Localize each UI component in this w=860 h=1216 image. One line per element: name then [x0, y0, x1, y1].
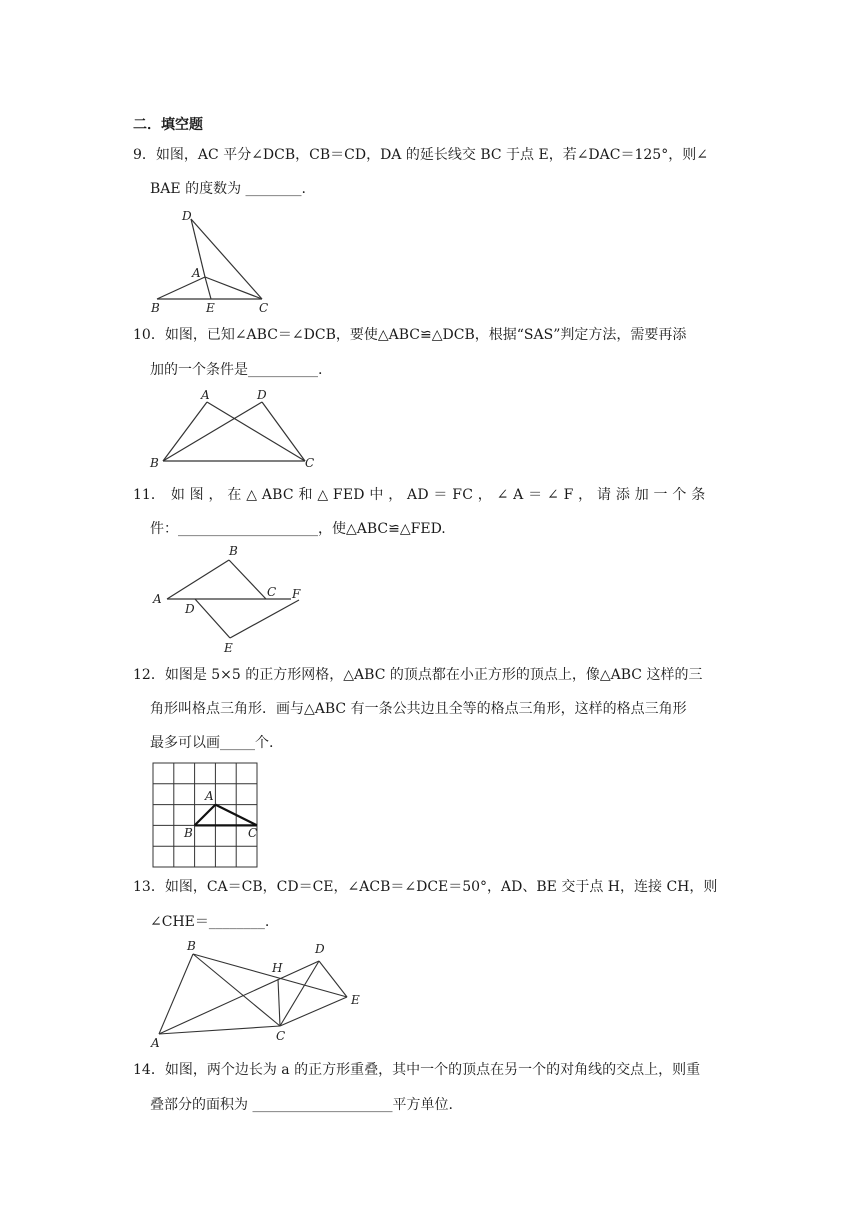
problem-text-line: 如图，两个边长为 a 的正方形重叠，其中一个的顶点在另一个的对角线的交点上，则重 [164, 1062, 701, 1078]
label-C: C [259, 301, 269, 315]
label-H: H [272, 961, 283, 975]
label-E: E [351, 993, 360, 1007]
label-B: B [151, 301, 160, 315]
figure-problem-9 [145, 205, 280, 317]
problem-text-line: 如图，CA＝CB，CD＝CE，∠ACB＝∠DCE＝50°，AD、BE 交于点 H，连接 CH，则 [164, 879, 718, 895]
label-D: D [257, 388, 267, 402]
problem-number: 9． [133, 147, 156, 163]
problem-text-line: 加的一个条件是__________. [150, 362, 323, 378]
problem-number: 14． [133, 1062, 165, 1078]
problem-text-line: 叠部分的面积为 ____________________平方单位. [150, 1097, 453, 1113]
problem-number: 10． [133, 327, 165, 343]
label-A: A [205, 789, 214, 803]
label-B: B [187, 939, 196, 953]
label-E: E [206, 301, 215, 315]
label-A: A [201, 388, 210, 402]
label-A: A [153, 592, 162, 606]
label-C: C [267, 585, 277, 599]
figure-problem-11 [145, 543, 320, 658]
label-F: F [292, 587, 301, 601]
triangle-abc [195, 805, 257, 826]
label-D: D [185, 602, 195, 616]
label-A: A [151, 1036, 160, 1049]
label-B: B [229, 544, 238, 558]
label-B: B [184, 826, 193, 840]
figure-problem-13 [145, 937, 375, 1049]
problem-text-line: ∠CHE＝________. [150, 914, 270, 930]
problem-text-line: 如图，AC 平分∠DCB，CB＝CD，DA 的延长线交 BC 于点 E，若∠DAC＝125°，则∠ [155, 147, 708, 163]
problem-text-line: 最多可以画_____个. [150, 735, 274, 751]
section-title: 二．填空题 [133, 117, 203, 133]
label-C: C [248, 826, 258, 840]
label-D: D [182, 209, 192, 223]
problem-text-line: 件：____________________，使△ABC≌△FED. [150, 521, 446, 537]
label-D: D [315, 942, 325, 956]
figure-problem-12 [150, 760, 262, 870]
problem-text-line: 如图，已知∠ABC＝∠DCB，要使△ABC≌△DCB，根据“SAS”判定方法，需要再添 [164, 327, 687, 343]
problem-number: 12． [133, 667, 165, 683]
label-A: A [192, 266, 201, 280]
problem-text-line: 角形叫格点三角形．画与△ABC 有一条公共边且全等的格点三角形，这样的格点三角形 [150, 701, 687, 717]
label-C: C [305, 456, 315, 470]
problem-number: 11． [133, 487, 165, 503]
label-C: C [276, 1029, 286, 1043]
figure-problem-10 [145, 385, 325, 473]
problem-number: 13． [133, 879, 165, 895]
problem-text-line: BAE 的度数为 ________. [150, 181, 306, 197]
label-B: B [150, 456, 159, 470]
label-E: E [224, 641, 233, 655]
problem-text-line: 如 图 ， 在 △ ABC 和 △ FED 中 ， AD ＝ FC ， ∠ A ＝ ∠ F ， 请 添 加 一 个 条 [170, 487, 706, 503]
problem-text-line: 如图是 5×5 的正方形网格，△ABC 的顶点都在小正方形的顶点上，像△ABC 这样的三 [164, 667, 703, 683]
